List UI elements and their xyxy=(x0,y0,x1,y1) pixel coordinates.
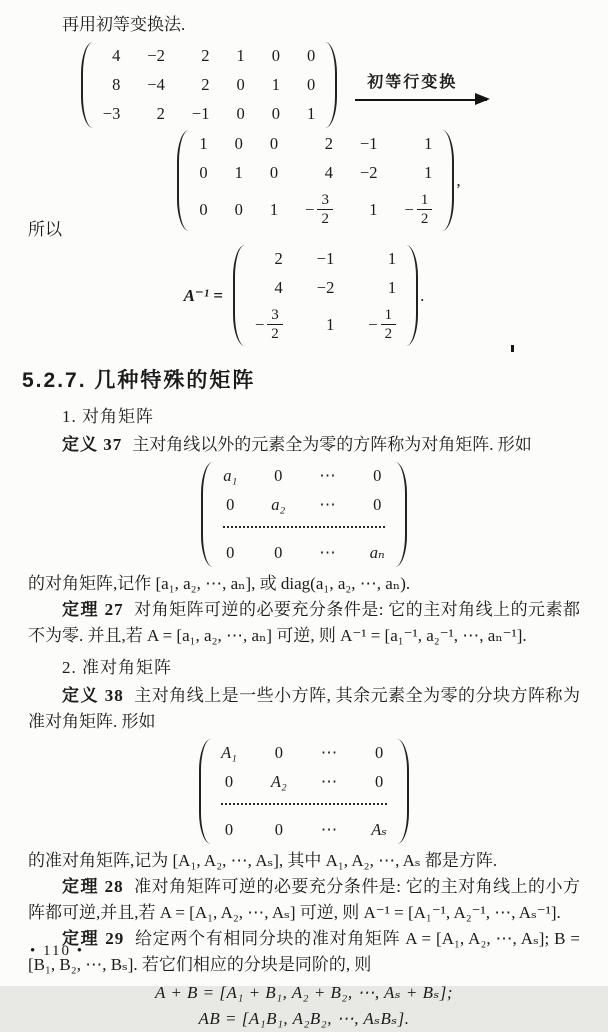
matrix-cell: 1 xyxy=(369,199,378,219)
definition-38-label: 定义 38 xyxy=(62,686,124,705)
matrix-cell: 1 xyxy=(387,249,397,268)
display-elimination xyxy=(0,42,580,128)
matrix-cell: 0 xyxy=(271,104,280,123)
right-paren-icon xyxy=(442,130,454,231)
matrix-cell: 1 xyxy=(271,75,280,94)
suoyi-paragraph: 所以 xyxy=(28,220,62,239)
theorem-28-label: 定理 28 xyxy=(62,877,124,896)
matrix-cell: 0 xyxy=(234,134,243,153)
matrix-body xyxy=(219,462,388,567)
matrix-cell: 0 xyxy=(236,104,245,123)
matrix-cell: 0 xyxy=(374,743,384,762)
matrix-cell: 2 xyxy=(324,134,333,153)
matrix-cell: 0 xyxy=(373,466,382,485)
matrix-cell: 0 xyxy=(274,743,283,762)
matrix-cell: 0 xyxy=(224,772,234,791)
page-number: • 110 • xyxy=(30,943,84,959)
a-inverse-label: A⁻¹ = xyxy=(183,285,223,305)
definition-37-paragraph xyxy=(28,432,580,458)
right-paren-icon xyxy=(325,42,337,128)
matrix-cell: 0 xyxy=(199,199,208,219)
matrix-cell: 0 xyxy=(306,75,316,94)
matrix-cell: a₁ xyxy=(223,466,238,485)
matrix-cell: 0 xyxy=(373,495,382,514)
matrix-cell: ⋯ xyxy=(320,743,338,762)
theorem-29-label: 定理 29 xyxy=(62,929,125,948)
matrix-cell: 0 xyxy=(274,820,283,839)
matrix-cell: A₂ xyxy=(270,772,287,791)
matrix-cell: −1 xyxy=(316,249,335,268)
matrix-cell: 1 xyxy=(234,163,243,182)
matrix-cell: − $\frac{1}{2}$ xyxy=(405,192,433,227)
after-diagonal-paragraph: 的对角矩阵,记作 [a₁, a₂, ⋯, aₙ], 或 diag(a₁, a₂, ⋯, aₙ). xyxy=(28,574,411,593)
matrix-body xyxy=(99,42,319,128)
theorem-28-text: 准对角矩阵可逆的必要充分条件是: 它的主对角线上的小方阵都可逆,并且,若 A = [A₁, A₂, ⋯, Aₛ] 可逆, 则 A⁻¹ = [A₁⁻¹, A₂⁻¹, ⋯, Aₛ⁻¹]. xyxy=(28,877,581,922)
matrix-cell: 0 xyxy=(199,163,208,182)
definition-38-paragraph xyxy=(28,683,580,735)
matrix-cell: 1 xyxy=(199,134,208,153)
display-inverse xyxy=(28,245,580,346)
matrix-cell: 1 xyxy=(269,199,279,219)
right-paren-icon xyxy=(395,462,407,567)
matrix-cell: A₁ xyxy=(221,743,237,762)
matrix-cell: 0 xyxy=(234,199,243,219)
matrix-cell: 2 xyxy=(201,75,210,94)
subsection-2-heading: 2. 准对角矩阵 xyxy=(62,658,172,677)
matrix-cell: 1 xyxy=(424,163,433,182)
matrix-cell: −2 xyxy=(147,46,165,65)
subsection-1-heading: 1. 对角矩阵 xyxy=(62,407,154,426)
matrix-cell: 0 xyxy=(269,163,279,182)
matrix-body xyxy=(217,739,391,844)
arrow-label: 初等行变换 xyxy=(367,73,458,91)
matrix-cell: 8 xyxy=(112,75,121,94)
theorem-29-text: 给定两个有相同分块的准对角矩阵 A = [A₁, A₂, ⋯, Aₛ]; B = [B₁, B₂, ⋯, Bₛ]. 若它们相应的分块是同阶的, 则 xyxy=(28,929,580,974)
matrix-cell: − $\frac{3}{2}$ xyxy=(255,307,283,342)
matrix-cell: ⋯ xyxy=(319,543,336,562)
matrix-augmented-start xyxy=(81,42,339,128)
matrix-cell: a₂ xyxy=(271,495,286,514)
definition-37-text: 主对角线以外的元素全为零的方阵称为对角矩阵. 形如 xyxy=(132,435,532,454)
arrow-line-icon xyxy=(355,99,487,101)
left-paren-icon xyxy=(233,245,245,346)
matrix-cell: 2 xyxy=(156,104,165,123)
matrix-cell: −2 xyxy=(316,278,335,297)
matrix-cell: 0 xyxy=(226,543,235,562)
matrix-cell: aₙ xyxy=(369,543,385,562)
matrix-cell: 2 xyxy=(201,46,210,65)
display-diagonal-matrix xyxy=(28,462,580,567)
matrix-cell: 2 xyxy=(274,249,283,268)
matrix-suffix: , xyxy=(456,170,461,190)
theorem-29-paragraph xyxy=(28,926,580,978)
matrix-cell: 1 xyxy=(306,104,316,123)
matrix-cell: 1 xyxy=(236,46,245,65)
matrix-cell: ⋯ xyxy=(319,495,336,514)
matrix-cell: 4 xyxy=(274,278,283,297)
matrix-cell: ⋯ xyxy=(319,466,336,485)
theorem-27-paragraph xyxy=(28,597,580,649)
arrow-head-icon xyxy=(475,93,490,105)
left-paren-icon xyxy=(177,130,189,231)
matrix-cell: 1 xyxy=(424,134,433,153)
diagonal-matrix xyxy=(201,462,406,567)
matrix-cell: 0 xyxy=(224,820,234,839)
matrix-cell: −1 xyxy=(191,104,210,123)
after-block-paragraph: 的准对角矩阵,记为 [A₁, A₂, ⋯, Aₛ], 其中 A₁, A₂, ⋯, Aₛ 都是方阵. xyxy=(28,851,498,870)
left-paren-icon xyxy=(201,462,213,567)
display-block-diagonal-matrix xyxy=(28,739,580,844)
matrix-cell: Aₛ xyxy=(371,820,387,839)
section-heading: 5.2.7. 几种特殊的矩阵 xyxy=(22,369,256,392)
matrix-cell: − $\frac{3}{2}$ xyxy=(305,192,333,227)
left-paren-icon xyxy=(81,42,93,128)
definition-37-label: 定义 37 xyxy=(62,435,123,454)
matrix-cell: 0 xyxy=(274,543,283,562)
matrix-a-inverse xyxy=(233,245,424,346)
row-transform-arrow xyxy=(355,70,487,101)
theorem-27-label: 定理 27 xyxy=(62,600,124,619)
matrix-cell: −1 xyxy=(359,134,378,153)
matrix-cell: 4 xyxy=(112,46,121,65)
matrix-cell: 0 xyxy=(306,46,316,65)
matrix-cell: 0 xyxy=(236,75,245,94)
matrix-cell: − $\frac{1}{2}$ xyxy=(368,307,396,342)
matrix-cell: 4 xyxy=(324,163,333,182)
matrix-cell: −4 xyxy=(147,75,165,94)
right-paren-icon xyxy=(406,245,418,346)
matrix-ellipsis-row xyxy=(223,526,384,528)
matrix-augmented-result xyxy=(177,130,460,231)
left-paren-icon xyxy=(199,739,211,844)
equation-sum: A + B = [A₁ + B₁, A₂ + B₂, ⋯, Aₛ + Bₛ]; xyxy=(155,983,453,1002)
definition-38-text: 主对角线上是一些小方阵, 其余元素全为零的分块方阵称为准对角矩阵. 形如 xyxy=(28,686,581,731)
matrix-cell: 0 xyxy=(226,495,235,514)
matrix-cell: 0 xyxy=(274,466,283,485)
matrix-cell: ⋯ xyxy=(320,820,338,839)
matrix-ellipsis-row xyxy=(221,803,387,805)
display-result xyxy=(58,130,580,231)
matrix-body xyxy=(251,245,400,346)
matrix-cell: −2 xyxy=(359,163,378,182)
intro-paragraph: 再用初等变换法. xyxy=(62,15,186,34)
matrix-cell: −3 xyxy=(102,104,121,123)
matrix-cell: 1 xyxy=(387,278,397,297)
matrix-cell: 0 xyxy=(271,46,280,65)
matrix-body xyxy=(195,130,436,231)
scan-artifact xyxy=(511,345,514,352)
equation-product: AB = [A₁B₁, A₂B₂, ⋯, AₛBₛ]. xyxy=(198,1009,410,1028)
matrix-suffix: . xyxy=(420,285,425,305)
matrix-cell: 0 xyxy=(269,134,279,153)
block-diagonal-matrix xyxy=(199,739,409,844)
theorem-27-text: 对角矩阵可逆的必要充分条件是: 它的主对角线上的元素都不为零. 并且,若 A = [a₁, a₂, ⋯, aₙ] 可逆, 则 A⁻¹ = [a₁⁻¹, a₂⁻¹, ⋯, aₙ⁻¹]. xyxy=(28,600,581,645)
theorem-28-paragraph xyxy=(28,874,580,926)
matrix-cell: ⋯ xyxy=(320,772,338,791)
matrix-cell: 1 xyxy=(326,314,335,334)
right-paren-icon xyxy=(397,739,409,844)
matrix-cell: 0 xyxy=(374,772,384,791)
